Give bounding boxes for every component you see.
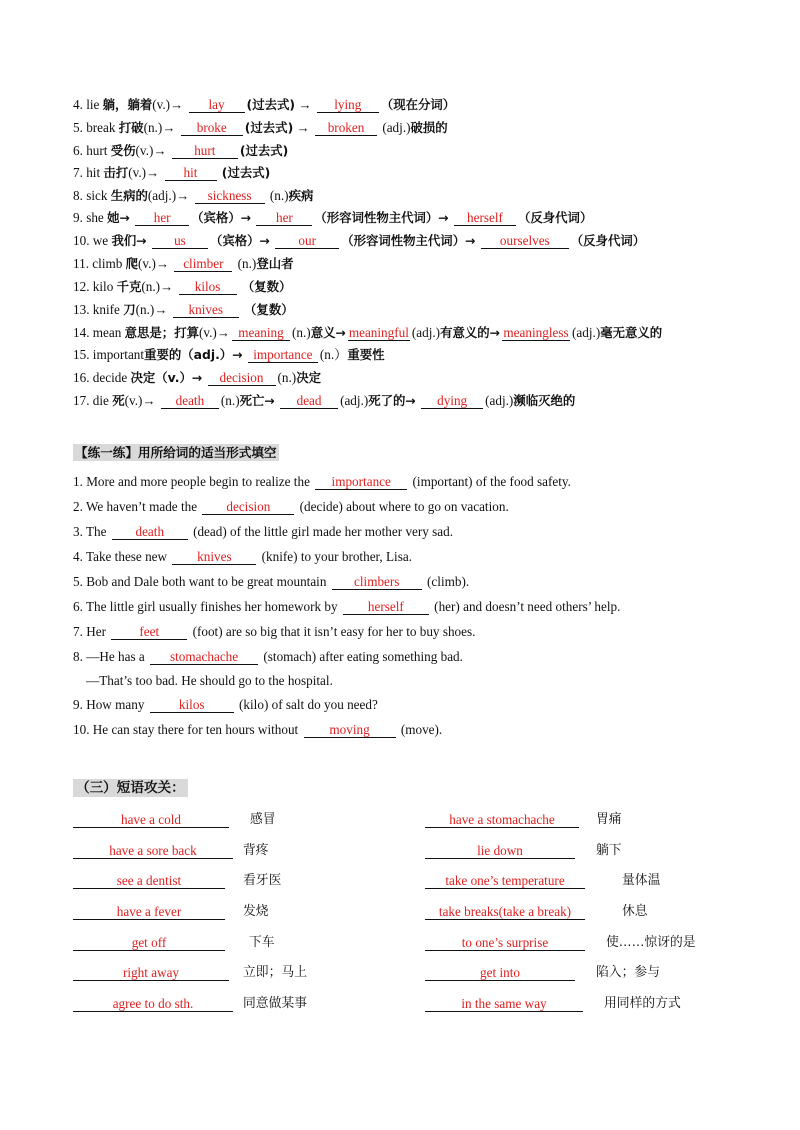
phrase-meaning: 同意做某事 [243,996,307,1011]
answer-blank: kilos [150,697,234,713]
phrase-item: take one’s temperature [425,872,585,890]
phrase-meaning: 陷入；参与 [596,965,660,980]
phrase-item: have a stomachache [425,811,579,829]
answer-blank: importance [315,474,407,490]
practice-item: 1. More and more people begin to realize the importance (important) of the food safety. [73,474,571,489]
answer-blank: lying [317,97,379,113]
practice-heading: 【练一练】用所给词的适当形式填空 [75,445,277,460]
answer-blank: broken [315,120,377,136]
phrase-meaning: 看牙医 [243,873,282,888]
phrase-item: right away [73,964,229,982]
word-item: 4. lie 躺，躺着(v.)→ lay (过去式) → lying （现在分词） [73,97,456,112]
phrase-meaning: 用同样的方式 [604,996,681,1011]
answer-blank: feet [111,624,187,640]
phrase-meaning: 使……惊讶的是 [606,935,696,950]
word-item: 13. knife 刀(n.)→ knives （复数） [73,302,294,317]
word-item: 9. she 她→ her （宾格）→ her （形容词性物主代词）→ herself （反身代词） [73,210,593,225]
word-item: 11. climb 爬(v.)→ climber (n.)登山者 [73,256,294,271]
answer-blank: kilos [179,279,237,295]
answer-blank: dying [421,393,483,409]
answer-blank: stomachache [150,649,258,665]
answer-blank: decision [208,370,276,386]
answer-blank: hit [165,165,217,181]
answer-blank: broke [181,120,243,136]
phrase-meaning: 下车 [249,935,275,950]
word-item: 17. die 死(v.)→ death (n.)死亡→ dead (adj.)死了的→ dying (adj.)濒临灭绝的 [73,393,576,408]
answer-blank: ourselves [481,233,569,249]
answer-blank: decision [202,499,294,515]
word-item: 15. important重要的（adj.）→ importance (n.）重要性 [73,347,385,362]
phrase-item: to one’s surprise [425,934,585,952]
practice-item: 6. The little girl usually finishes her homework by herself (her) and doesn’t need others’ help. [73,599,621,614]
practice-item: —That’s too bad. He should go to the hospital. [86,673,333,688]
phrase-item: get off [73,934,225,952]
word-item: 16. decide 决定（v.）→ decision (n.)决定 [73,370,321,385]
word-item: 5. break 打破(n.)→ broke (过去式) → broken (adj.)破损的 [73,120,448,135]
answer-blank: climber [174,256,232,272]
answer-blank: sickness [195,188,265,204]
phrase-item: in the same way [425,995,583,1013]
answer-blank: our [275,233,339,249]
phrase-item: have a sore back [73,842,233,860]
answer-blank: knives [172,549,256,565]
phrase-meaning: 胃痛 [596,812,622,827]
phrase-meaning: 量体温 [622,873,661,888]
answer-blank: hurt [172,143,238,159]
word-item: 12. kilo 千克(n.)→ kilos （复数） [73,279,292,294]
phrase-item: agree to do sth. [73,995,233,1013]
answer-blank: importance [248,347,318,363]
practice-item: 2. We haven’t made the decision (decide) about where to go on vacation. [73,499,509,514]
phrase-meaning: 背疼 [243,843,269,858]
answer-blank: knives [173,302,239,318]
answer-blank: her [135,210,189,226]
word-item: 10. we 我们→ us （宾格）→ our （形容词性物主代词）→ ourselves （反身代词） [73,233,646,248]
answer-blank: moving [304,722,396,738]
answer-blank: lay [189,97,245,113]
answer-blank: us [152,233,208,249]
phrase-meaning: 发烧 [243,904,269,919]
phrase-item: lie down [425,842,575,860]
phrase-item: take breaks(take a break) [425,903,585,921]
practice-item: 10. He can stay there for ten hours without moving (move). [73,722,443,737]
practice-item: 8. —He has a stomachache (stomach) after eating something bad. [73,649,463,664]
word-item: 8. sick 生病的(adj.)→ sickness (n.)疾病 [73,188,314,203]
word-item: 7. hit 击打(v.)→ hit (过去式) [73,165,271,180]
answer-blank: meaning [232,325,290,341]
phrase-meaning: 休息 [622,904,648,919]
practice-item: 3. The death (dead) of the little girl made her mother very sad. [73,524,454,539]
answer-blank: herself [454,210,516,226]
answer-blank: meaningful [348,325,409,340]
practice-item: 9. How many kilos (kilo) of salt do you need? [73,697,378,712]
phrase-item: have a cold [73,811,229,829]
answer-blank: her [256,210,312,226]
answer-blank: death [112,524,188,540]
answer-blank: climbers [332,574,422,590]
practice-item: 4. Take these new knives (knife) to your brother, Lisa. [73,549,413,564]
phrase-meaning: 感冒 [250,812,276,827]
answer-blank: herself [343,599,429,615]
answer-blank: dead [280,393,338,409]
phrase-item: get into [425,964,575,982]
answer-blank: death [161,393,219,409]
answer-blank: meaningless [503,325,569,340]
practice-item: 5. Bob and Dale both want to be great mountain climbers (climb). [73,574,470,589]
phrase-meaning: 立即；马上 [243,965,307,980]
phrase-item: have a fever [73,903,225,921]
phrase-meaning: 躺下 [596,843,622,858]
phrases-heading: （三）短语攻关： [73,779,188,797]
word-item: 6. hurt 受伤(v.)→ hurt (过去式) [73,143,289,158]
phrase-item: see a dentist [73,872,225,890]
practice-item: 7. Her feet (foot) are so big that it isn’t easy for her to buy shoes. [73,624,476,639]
word-item: 14. mean 意思是；打算(v.)→ meaning (n.)意义→ meaningful (adj.)有意义的→ meaningless (adj.)毫无意义的 [73,325,663,340]
